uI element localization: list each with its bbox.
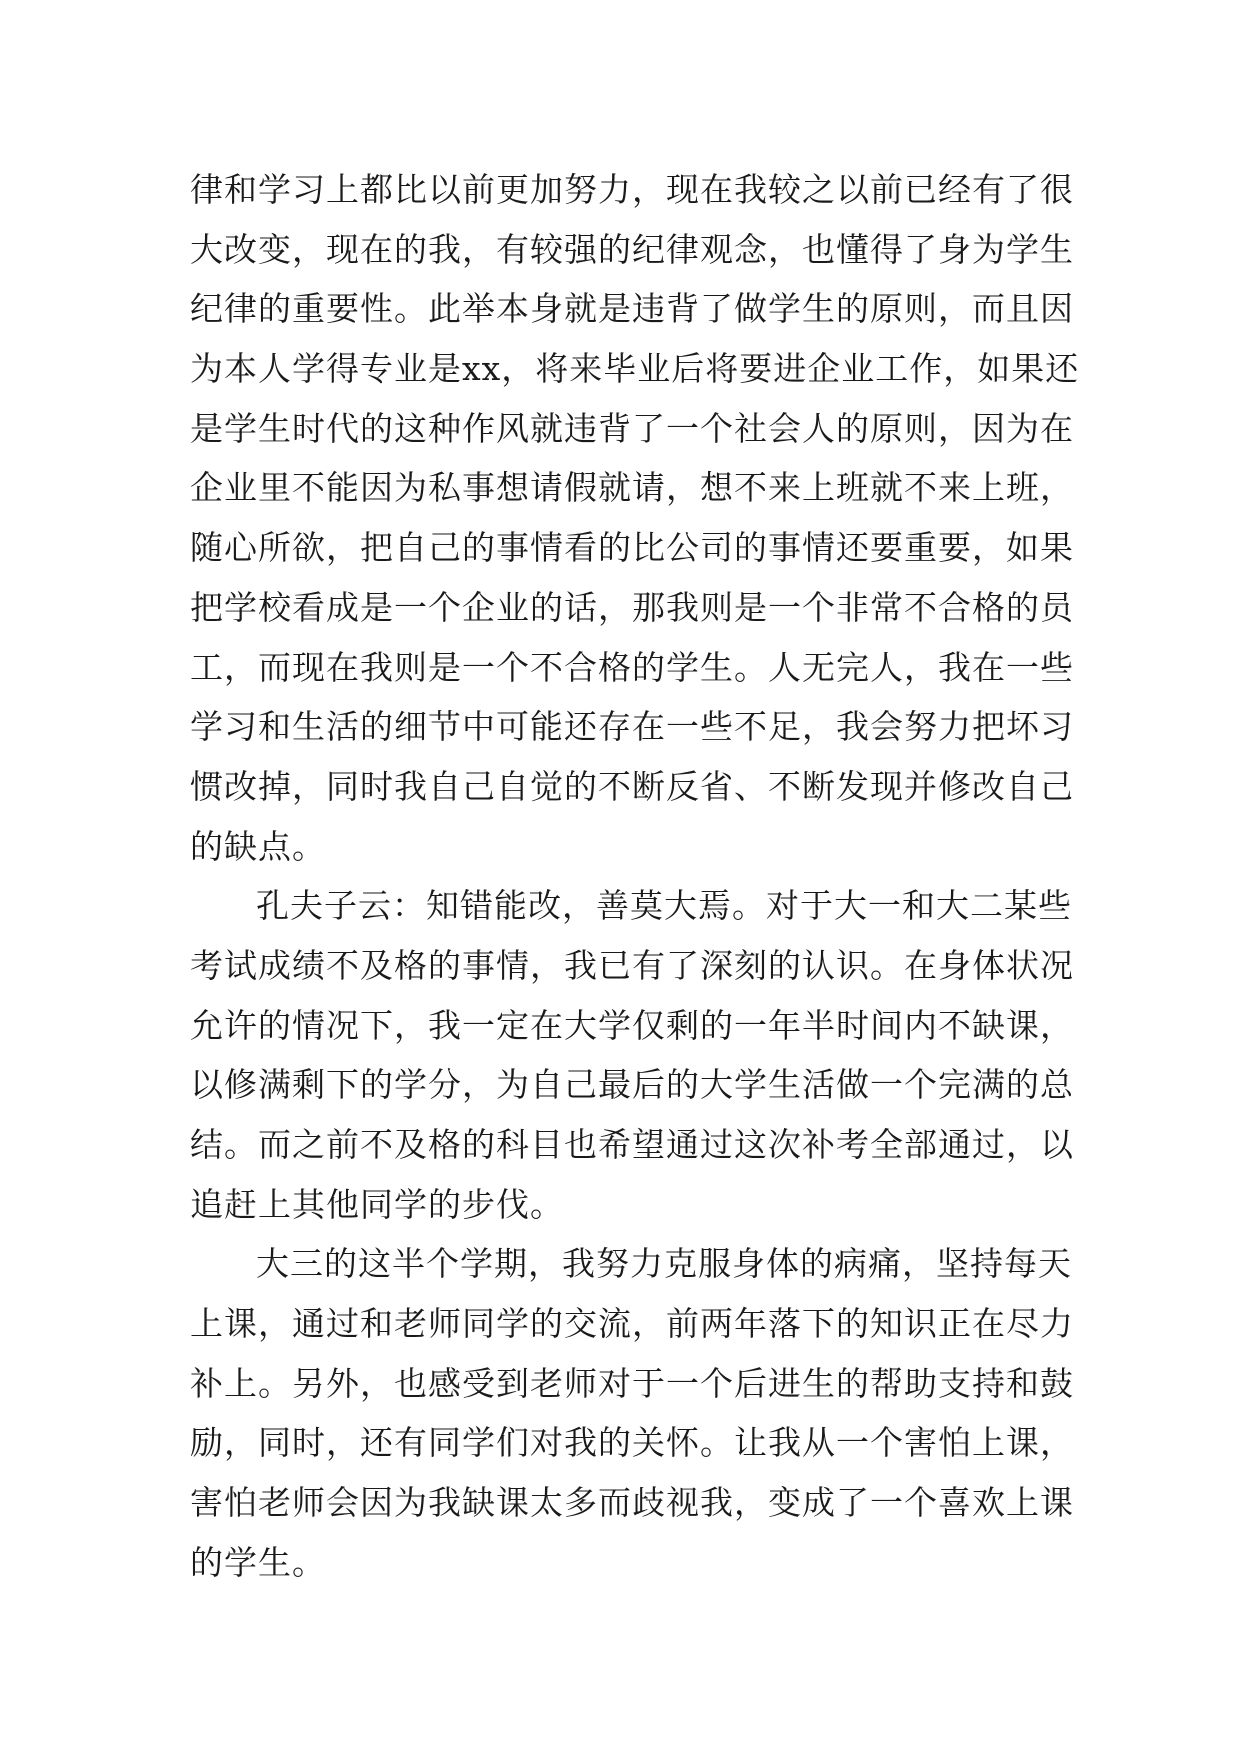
- paragraph-line: 律和学习上都比以前更加努力，现在我较之以前已经有了很: [190, 170, 1074, 209]
- paragraph-line: 结。而之前不及格的科目也希望通过这次补考全部通过，以: [190, 1125, 1074, 1164]
- paragraph-line: 考试成绩不及格的事情，我已有了深刻的认识。在身体状况: [190, 945, 1074, 985]
- paragraph-1: [190, 160, 1080, 876]
- paragraph-line: 励，同时，还有同学们对我的关怀。让我从一个害怕上课，: [190, 1423, 1074, 1463]
- paragraph-line: 工，而现在我则是一个不合格的学生。人无完人，我在一些: [190, 647, 1074, 687]
- paragraph-line: 允许的情况下，我一定在大学仅剩的一年半时间内不缺课，: [190, 1005, 1074, 1045]
- paragraph-line: 惯改掉，同时我自己自觉的不断反省、不断发现并修改自己: [190, 766, 1074, 806]
- paragraph-first-line: 大三的这半个学期，我努力克服身体的病痛，坚持每天: [256, 1244, 1072, 1284]
- paragraph-line: 为本人学得专业是xx，将来毕业后将要进企业工作，如果还: [190, 349, 1080, 389]
- paragraph-line: 以修满剩下的学分，为自己最后的大学生活做一个完满的总: [190, 1065, 1074, 1105]
- paragraph-line: 纪律的重要性。此举本身就是违背了做学生的原则，而且因: [190, 289, 1074, 329]
- paragraph-line: 上课，通过和老师同学的交流，前两年落下的知识正在尽力: [190, 1304, 1074, 1344]
- document-body: [190, 160, 1080, 1593]
- paragraph-line: 把学校看成是一个企业的话，那我则是一个非常不合格的员: [190, 587, 1074, 627]
- paragraph-3: [190, 1234, 1074, 1592]
- paragraph-line: 的缺点。: [190, 826, 326, 866]
- paragraph-line: 随心所欲，把自己的事情看的比公司的事情还要重要，如果: [190, 528, 1074, 568]
- paragraph-line: 追赶上其他同学的步伐。: [190, 1184, 564, 1224]
- paragraph-line: 学习和生活的细节中可能还存在一些不足，我会努力把坏习: [190, 707, 1074, 747]
- paragraph-line: 补上。另外，也感受到老师对于一个后进生的帮助支持和鼓: [190, 1363, 1074, 1403]
- paragraph-line: 是学生时代的这种作风就违背了一个社会人的原则，因为在: [190, 408, 1074, 448]
- paragraph-line: 企业里不能因为私事想请假就请，想不来上班就不来上班，: [190, 468, 1074, 508]
- paragraph-line: 的学生。: [190, 1542, 326, 1582]
- paragraph-line: 大改变，现在的我，有较强的纪律观念，也懂得了身为学生: [190, 229, 1074, 269]
- paragraph-line: 害怕老师会因为我缺课太多而歧视我，变成了一个喜欢上课: [190, 1483, 1074, 1523]
- paragraph-2: [190, 876, 1074, 1234]
- paragraph-first-line: 孔夫子云：知错能改，善莫大焉。对于大一和大二某些: [256, 886, 1072, 926]
